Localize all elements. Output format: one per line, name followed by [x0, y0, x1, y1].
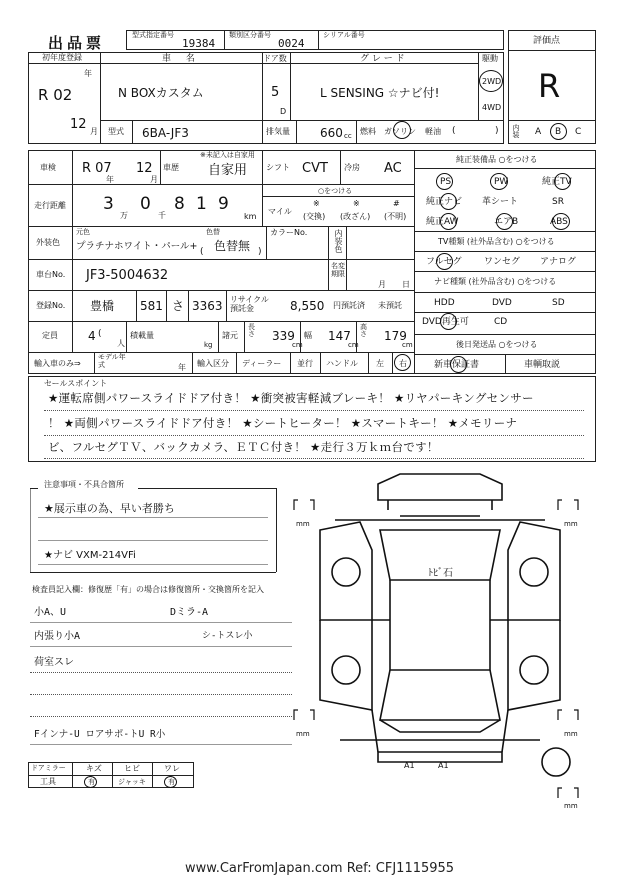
interior-grade-label: 内装 — [512, 124, 520, 138]
equip-ps: PS — [440, 177, 452, 187]
mark-exchange: ※ — [313, 199, 320, 208]
equip-abs: ABS — [550, 217, 568, 227]
equip-airbag-circle — [496, 213, 513, 230]
cc-unit: cc — [344, 132, 352, 140]
mm-label-4: mm — [564, 730, 578, 738]
sales-line-1: ★運転席側パワースライドドア付き！ ★衝突被害軽減ブレーキ！ ★リヤパーキングセンサー — [48, 391, 534, 405]
handle-label: ハンドル — [326, 359, 358, 368]
tamper-label: (改ざん) — [340, 212, 371, 221]
class-number: 0024 — [278, 37, 305, 50]
cert-number: 19384 — [182, 37, 216, 50]
tools-scratch: キズ — [86, 764, 102, 773]
exterior-label: 外装色 — [36, 238, 60, 247]
length-value: 339 — [272, 329, 295, 343]
light-oil-label: 軽油 — [425, 127, 441, 136]
capacity-paren: ( — [98, 329, 102, 339]
drive-4wd: 4WD — [482, 103, 502, 112]
reg-number: 3363 — [192, 299, 223, 313]
ac-value: AC — [384, 161, 402, 176]
load-label: 積載量 — [130, 331, 154, 340]
load-kg: kg — [204, 341, 213, 349]
import-label: 輸入車のみ⇒ — [34, 359, 81, 368]
tools-tool-label: 工具 — [40, 777, 56, 786]
name-change-day: 日 — [402, 280, 410, 289]
nav-cd: CD — [494, 317, 508, 327]
equip-ps-circle — [436, 173, 453, 190]
fuel-label: 燃料 — [360, 127, 376, 136]
mm-label-5: mm — [564, 802, 578, 810]
model-label: 型式 — [108, 127, 124, 136]
capacity-unit: 人 — [117, 339, 125, 348]
mark-tamper: ※ — [353, 199, 360, 208]
docs-label: 後日発送品 ○をつける — [456, 340, 538, 349]
drive-2wd-circle — [479, 70, 503, 92]
notes-label: 注意事項・不具合箇所 — [44, 480, 124, 489]
tv-analog: アナログ — [540, 257, 577, 267]
equip-navi-circle — [440, 193, 457, 210]
original-color-label: 元色 — [76, 228, 90, 236]
score-label: 評価点 — [533, 36, 561, 46]
a1-left-mark: A1 — [404, 761, 415, 770]
tools-tool-has: 有 — [88, 778, 95, 786]
dealer-label: ディーラー — [242, 359, 282, 368]
interior-b-circle — [550, 123, 567, 140]
equip-sr: SR — [552, 197, 564, 207]
tools-jack-circle — [164, 776, 177, 788]
notes-line-1: ★展示車の為、早い者勝ち — [44, 502, 175, 515]
mileage-digit-4: 1 — [196, 194, 207, 214]
unit-km: km — [244, 212, 257, 221]
color-paren-open: ( — [200, 247, 204, 257]
shift-label: シフト — [266, 163, 290, 172]
nav-sd: SD — [552, 298, 565, 308]
width-value: 147 — [328, 329, 351, 343]
equip-aw-circle — [440, 213, 457, 230]
chassis-label: 車台No. — [36, 270, 66, 279]
recycle-paid: 円預託済 — [333, 301, 365, 310]
color-change-label: 色替 — [206, 228, 220, 236]
car-name: N BOXカスタム — [118, 86, 204, 100]
height-label: 高さ — [360, 323, 367, 338]
mm-label-1: mm — [296, 520, 310, 528]
docs-warranty: 新車保証書 — [434, 360, 480, 370]
drive-label: 駆動 — [482, 54, 498, 63]
mileage-check-hint: ○をつける — [318, 187, 353, 195]
handle-right-circle — [394, 354, 411, 371]
mm-label-3: mm — [296, 730, 310, 738]
unknown-label: (不明) — [384, 212, 407, 221]
equip-navi: 純正ナビ — [426, 197, 463, 207]
mileage-digit-5: 9 — [218, 194, 229, 214]
nav-type-label: ナビ種類 (社外品含む) ○をつける — [434, 277, 557, 286]
score-value: R — [538, 67, 561, 105]
history-label: 車歴 — [163, 163, 179, 172]
grade-value: L SENSING ☆ナビ付! — [320, 86, 440, 100]
equip-pw-circle — [490, 173, 508, 190]
shift-value: CVT — [302, 161, 328, 176]
ac-label: 冷房 — [344, 163, 360, 172]
note-entry-2: Dミラ-A — [170, 607, 209, 618]
nav-hdd: HDD — [434, 298, 455, 308]
class-label: 類別区分番号 — [229, 31, 271, 39]
tv-oneseg: ワンセグ — [484, 257, 521, 267]
interior-b: B — [555, 127, 562, 137]
sales-line-3: ビ、フルセグＴＶ、バックカメラ、ＥＴＣ付き！ ★走行３万ｋｍ台です！ — [48, 440, 439, 454]
unit-sen: 千 — [158, 211, 166, 220]
mileage-digit-1: 3 — [103, 194, 114, 214]
capacity-value: 4 — [88, 329, 96, 343]
nav-dvd-play: DVD再生可 — [422, 317, 469, 327]
handle-right: 右 — [399, 359, 407, 368]
note-entry-3: 内張り小A — [34, 631, 81, 642]
doors-suffix: D — [280, 107, 287, 116]
name-change-month: 月 — [378, 280, 386, 289]
recycle-amount: 8,550 — [290, 299, 325, 313]
equip-abs-circle — [552, 213, 570, 230]
reg-class: 581 — [140, 299, 163, 313]
tools-jack-has: 有 — [168, 778, 175, 786]
std-equipment-label: 純正装備品 ○をつける — [456, 155, 538, 164]
note-entry-1: 小A、U — [34, 607, 67, 618]
first-reg-month: 12 — [70, 117, 87, 132]
model-year-unit: 年 — [178, 363, 186, 372]
mileage-digit-3: 8 — [174, 194, 185, 214]
serial-label: シリアル番号 — [323, 31, 365, 39]
equip-tv: 純正TV — [542, 177, 572, 187]
history-value: 自家用 — [208, 163, 248, 178]
sheet-title: 出品票 — [48, 34, 106, 52]
nav-dvd-play-circle — [440, 313, 457, 330]
handle-left: 左 — [376, 359, 384, 368]
equip-tv-circle — [554, 173, 571, 190]
drive-2wd: 2WD — [482, 77, 502, 86]
first-reg-year: R 02 — [38, 86, 73, 104]
note-entry-5: 荷室スレ — [34, 657, 74, 668]
tv-fullseg: フルセグ — [426, 257, 462, 267]
capacity-label: 定員 — [42, 331, 58, 340]
nav-dvd: DVD — [492, 298, 512, 308]
first-reg-label: 初年度登録 — [42, 53, 82, 62]
equip-pw: PW — [494, 177, 509, 187]
tools-chip: ワレ — [164, 764, 180, 773]
equip-airbag: エアB — [494, 217, 519, 227]
doors-label: ドア数 — [263, 54, 287, 63]
mileage-label: 走行距離 — [34, 201, 66, 210]
tools-door-mirror: ドアミラー — [31, 764, 66, 772]
reg-year-unit: 年 — [84, 69, 92, 78]
recycle-not-paid: 未預託 — [378, 301, 402, 310]
reg-month-unit: 月 — [90, 127, 98, 136]
reg-no-label: 登録No. — [36, 301, 66, 310]
docs-warranty-circle — [450, 356, 467, 373]
model-year-label: モデル年式 — [98, 353, 126, 369]
fuel-gasoline: ガソリン — [384, 127, 416, 136]
equip-leather: 革シート — [482, 197, 519, 207]
mile-label: マイル — [268, 207, 292, 216]
tools-jack-label: ジャッキ — [118, 778, 146, 786]
length-cm: cm — [292, 341, 303, 349]
interior-c: C — [575, 127, 582, 137]
history-note: ※未記入は自家用 — [200, 151, 255, 159]
tv-fullseg-circle — [436, 253, 453, 270]
color-no-label: カラーNo. — [270, 228, 308, 237]
shaken-year: R 07 — [82, 161, 112, 176]
color-change-value: 色替無 — [214, 239, 251, 253]
chassis-number: JF3-5004632 — [86, 268, 169, 283]
stone-chip-mark: ﾄﾋﾞ石 — [428, 568, 453, 579]
parallel-label: 並行 — [297, 359, 313, 368]
name-change-label: 名変期限 — [331, 262, 345, 278]
interior-color-label: 内装色 — [334, 229, 343, 253]
a1-right-mark: A1 — [438, 761, 449, 770]
mm-label-2: mm — [564, 520, 578, 528]
car-name-label: 車 名 — [162, 54, 201, 64]
shaken-month: 12 — [136, 161, 153, 176]
displacement-value: 660 — [320, 126, 343, 140]
width-cm: cm — [348, 341, 359, 349]
exchange-label: (交換) — [303, 212, 326, 221]
cert-label: 型式指定番号 — [132, 31, 174, 39]
equip-aw: 純正AW — [426, 217, 459, 227]
note-entry-4: シ-トスレ小 — [202, 631, 253, 641]
grade-label: グ レ ー ド — [360, 54, 405, 64]
dims-label: 諸元 — [222, 331, 238, 340]
displacement-label: 排気量 — [266, 127, 290, 136]
footer-watermark: www.CarFromJapan.com Ref: CFJ1115955 — [185, 861, 455, 876]
color-paren-close: ) — [258, 247, 262, 257]
original-color: プラチナホワイト・パール+ — [76, 241, 198, 252]
width-label: 幅 — [304, 331, 312, 340]
note-entry-6: Fインナ-U ロアサポ-トU R小 — [34, 729, 166, 740]
fuel-circle — [393, 121, 411, 139]
recycle-label: リサイクル預託金 — [230, 295, 269, 314]
mark-unknown: # — [393, 199, 400, 208]
tools-crack: ヒビ — [124, 764, 140, 773]
sales-line-2: ！ ★両側パワースライドドア付き！ ★シートヒーター！ ★スマートキー！ ★メモリーナ — [48, 416, 518, 430]
reg-place: 豊橋 — [90, 299, 115, 313]
height-cm: cm — [402, 341, 413, 349]
mileage-digit-2: 0 — [140, 194, 151, 214]
interior-a: A — [535, 127, 542, 137]
inspector-note-label: 検査員記入欄：修復歴「有」の場合は修復箇所・交換箇所を記入 — [32, 585, 264, 594]
docs-manual: 車輌取説 — [524, 360, 561, 370]
car-damage-diagram — [280, 470, 610, 810]
doors-value: 5 — [271, 85, 280, 100]
shaken-year-unit: 年 — [106, 175, 114, 184]
tools-tool-circle — [84, 776, 97, 788]
notes-line-2: ★ナビ VXM-214VFi — [44, 550, 136, 561]
paren-close: ) — [495, 126, 499, 136]
tv-type-label: TV種類 (社外品含む) ○をつける — [438, 237, 555, 246]
height-value: 179 — [384, 329, 407, 343]
unit-man: 万 — [120, 211, 128, 220]
length-label: 長さ — [248, 323, 255, 338]
reg-kana: さ — [172, 299, 185, 313]
shaken-label: 車検 — [40, 163, 56, 172]
import-class-label: 輸入区分 — [197, 359, 229, 368]
shaken-month-unit: 月 — [150, 175, 158, 184]
sales-point-label: セールスポイント — [44, 379, 108, 388]
paren-open: ( — [452, 126, 456, 136]
model-value: 6BA-JF3 — [142, 126, 189, 140]
